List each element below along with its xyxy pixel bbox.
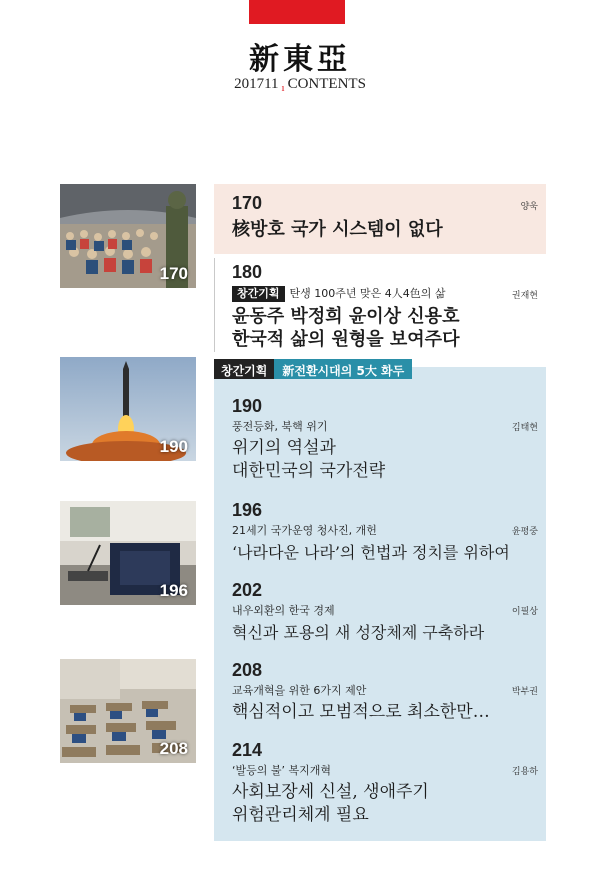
- entry-author: 김태현: [511, 423, 538, 433]
- separator-mark: ı: [281, 82, 285, 94]
- entry-subtitle: 풍전등화, 북핵 위기: [232, 420, 328, 433]
- thumbnail-page-number: 208: [159, 739, 188, 758]
- thumbnail-podium-constitution[interactable]: [60, 501, 196, 605]
- toc-entry-190[interactable]: [232, 396, 538, 483]
- entry-page-number: 190: [232, 396, 263, 416]
- entry-tag: 창간기획: [232, 286, 285, 302]
- entry-subtitle: 탄생 100주년 맞은 4人4色의 삶: [289, 287, 446, 300]
- thumbnail-page-number: 190: [159, 437, 188, 456]
- entry-page-number: 214: [232, 740, 263, 760]
- special-section-banner: [214, 359, 412, 379]
- entry-title: 핵심적이고 모범적으로 최소한만…: [232, 702, 490, 722]
- entry-title-line-2: 한국적 삶의 원형을 보여주다: [232, 329, 460, 350]
- entry-title: ‘나라다운 나라’의 헌법과 정치를 위하여: [232, 543, 510, 562]
- issue-line: [0, 76, 600, 93]
- entry-subtitle: 내우외환의 한국 경제: [232, 604, 335, 617]
- toc-entry-202[interactable]: [232, 580, 538, 644]
- entry-subtitle: 21세기 국가운영 청사진, 개헌: [232, 524, 377, 537]
- entry-page-number: 170: [232, 193, 263, 213]
- thumbnail-missile-launch[interactable]: [60, 357, 196, 461]
- banner-tag: 창간기획: [214, 359, 274, 379]
- entry-title-line-1: 사회보장세 신설, 생애주기: [232, 782, 429, 802]
- entry-title-line-1: 위기의 역설과: [232, 438, 336, 458]
- entry-title-line-2: 위험관리체계 필요: [232, 805, 369, 825]
- entry-title: 혁신과 포용의 새 성장체제 구축하라: [232, 623, 485, 642]
- entry-author: 이필상: [511, 607, 538, 617]
- toc-entry-180[interactable]: [232, 262, 538, 351]
- entry-page-number: 196: [232, 500, 263, 520]
- thumbnail-empty-classroom[interactable]: [60, 659, 196, 763]
- entry-title: 核방호 국가 시스템이 없다: [232, 219, 443, 240]
- toc-entry-196[interactable]: [232, 500, 538, 564]
- issue-number: 201711: [234, 76, 279, 92]
- entry-subtitle-row: [232, 286, 538, 302]
- magazine-logo: 新東亞: [249, 42, 351, 77]
- entry-title-line-1: 윤동주 박정희 윤이상 신용호: [232, 306, 460, 327]
- thumbnail-crowd-shelter[interactable]: [60, 184, 196, 288]
- toc-entry-214[interactable]: [232, 740, 538, 827]
- thumbnail-page-number: 170: [159, 264, 188, 283]
- entry-author: 양욱: [520, 202, 538, 212]
- entry-subtitle: ‘발등의 불’ 복지개혁: [232, 764, 331, 777]
- divider-line: [214, 258, 215, 352]
- toc-entry-170[interactable]: [232, 193, 538, 241]
- entry-subtitle: 교육개혁을 위한 6가지 제안: [232, 684, 367, 697]
- entry-title-line-2: 대한민국의 국가전략: [232, 461, 386, 481]
- entry-author: 권재현: [511, 291, 538, 301]
- entry-page-number: 202: [232, 580, 263, 600]
- toc-entry-208[interactable]: [232, 660, 538, 724]
- entry-author: 윤평중: [511, 527, 538, 537]
- entry-page-number: 180: [232, 262, 263, 282]
- thumbnail-page-number: 196: [159, 581, 188, 600]
- banner-label: 新전환시대의 5大 화두: [274, 359, 412, 379]
- top-red-bar: [249, 0, 345, 24]
- entry-author: 김용하: [511, 767, 538, 777]
- entry-page-number: 208: [232, 660, 263, 680]
- contents-label: CONTENTS: [287, 76, 366, 92]
- entry-author: 박부권: [511, 687, 538, 697]
